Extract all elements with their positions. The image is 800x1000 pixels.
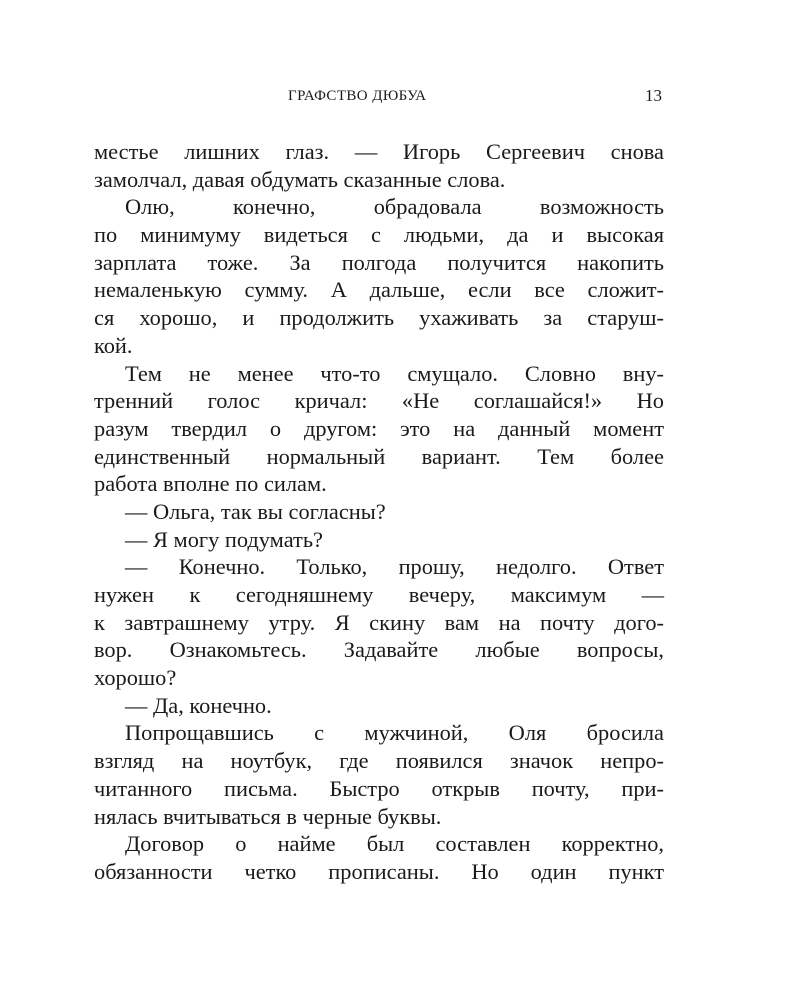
body-text: [94, 138, 664, 886]
text-line: Олю, конечно, обрадовала возможность: [125, 194, 664, 220]
text-line: обязанности четко прописаны. Но один пункт: [94, 858, 664, 884]
text-line: — Конечно. Только, прошу, недолго. Ответ: [125, 554, 664, 580]
text-line: Договор о найме был составлен корректно,: [125, 831, 664, 857]
text-line: Попрощавшись с мужчиной, Оля бросила: [125, 720, 664, 746]
text-line: единственный нормальный вариант. Тем более: [94, 443, 664, 469]
text-line: хорошо?: [94, 665, 177, 691]
text-line: нужен к сегодняшнему вечеру, максимум —: [94, 582, 664, 607]
text-line: ся хорошо, и продолжить ухаживать за старуш-: [94, 305, 664, 331]
page-number: 13: [645, 86, 662, 105]
text-line: взгляд на ноутбук, где появился значок непро-: [94, 748, 664, 774]
text-line: замолчал, давая обдумать сказанные слова.: [94, 166, 506, 192]
text-line: тренний голос кричал: «Не соглашайся!» Но: [94, 388, 664, 414]
text-line: кой.: [94, 332, 133, 358]
text-line: разум твердил о другом: это на данный момент: [94, 415, 664, 441]
text-line: — Ольга, так вы согласны?: [125, 498, 386, 524]
text-line: по минимуму видеться с людьми, да и высокая: [94, 222, 664, 248]
text-line: работа вполне по силам.: [94, 471, 327, 497]
text-line: — Я могу подумать?: [125, 526, 323, 552]
text-line: местье лишних глаз. — Игорь Сергеевич снова: [94, 139, 664, 164]
running-head-title: ГРАФСТВО ДЮБУА: [288, 88, 427, 104]
text-line: нялась вчитываться в черные буквы.: [94, 803, 442, 829]
text-line: Тем не менее что-то смущало. Словно вну-: [125, 360, 664, 386]
text-line: зарплата тоже. За полгода получится накопить: [94, 249, 664, 275]
text-line: читанного письма. Быстро открыв почту, при-: [94, 775, 664, 801]
text-line: немаленькую сумму. А дальше, если все сложит-: [94, 277, 664, 303]
text-line: — Да, конечно.: [125, 692, 272, 718]
text-line: к завтрашнему утру. Я скину вам на почту дого-: [94, 609, 664, 635]
text-line: вор. Ознакомьтесь. Задавайте любые вопросы,: [94, 637, 664, 663]
